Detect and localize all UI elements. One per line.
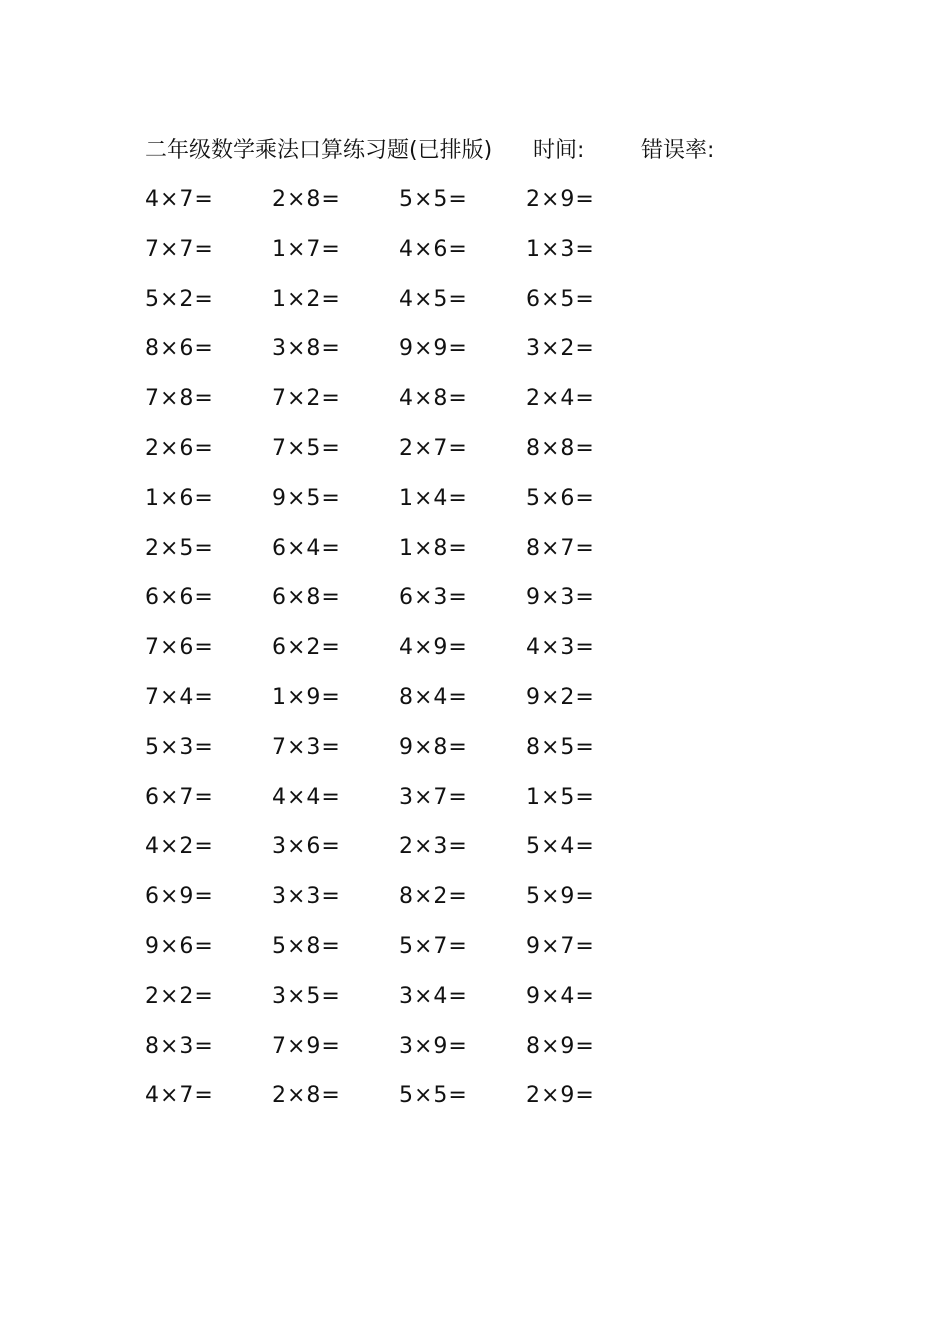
problem-cell: 5×6= bbox=[526, 485, 595, 511]
problem-cell: 7×2= bbox=[272, 386, 341, 412]
problem-cell: 4×6= bbox=[399, 236, 468, 262]
problem-cell: 9×3= bbox=[526, 585, 595, 611]
problem-row bbox=[145, 631, 665, 681]
problem-cell: 5×9= bbox=[526, 884, 595, 910]
problem-row bbox=[145, 930, 665, 980]
problem-cell: 3×4= bbox=[399, 983, 468, 1009]
problem-cell: 5×5= bbox=[399, 187, 468, 212]
problem-cell: 4×3= bbox=[526, 635, 595, 661]
problem-row bbox=[145, 1030, 665, 1080]
problem-row bbox=[145, 880, 665, 930]
problem-cell: 5×2= bbox=[145, 286, 214, 312]
problem-cell: 6×7= bbox=[145, 784, 214, 810]
problem-cell: 9×9= bbox=[399, 336, 468, 362]
problem-row bbox=[145, 731, 665, 781]
problem-cell: 8×9= bbox=[526, 1033, 595, 1059]
problem-cell: 2×9= bbox=[526, 187, 595, 212]
problem-row bbox=[145, 581, 665, 631]
error-rate-label: 错误率: bbox=[641, 138, 715, 163]
problem-cell: 8×6= bbox=[145, 336, 214, 362]
problem-cell: 1×5= bbox=[526, 784, 595, 810]
problem-cell: 3×9= bbox=[399, 1033, 468, 1059]
problem-cell: 3×3= bbox=[272, 884, 341, 910]
problem-cell: 7×9= bbox=[272, 1033, 341, 1059]
problem-cell: 9×7= bbox=[526, 933, 595, 959]
problem-cell: 6×8= bbox=[272, 585, 341, 611]
problem-grid bbox=[145, 183, 665, 1129]
problem-row bbox=[145, 1079, 665, 1129]
problem-cell: 5×7= bbox=[399, 933, 468, 959]
problem-cell: 5×8= bbox=[272, 933, 341, 959]
problem-cell: 2×3= bbox=[399, 834, 468, 860]
worksheet-header bbox=[145, 134, 785, 168]
problem-cell: 1×2= bbox=[272, 286, 341, 312]
problem-cell: 3×5= bbox=[272, 983, 341, 1009]
problem-cell: 4×9= bbox=[399, 635, 468, 661]
problem-cell: 6×4= bbox=[272, 535, 341, 561]
worksheet-title: 二年级数学乘法口算练习题(已排版) bbox=[145, 138, 493, 163]
problem-cell: 2×5= bbox=[145, 535, 214, 561]
problem-cell: 1×6= bbox=[145, 485, 214, 511]
problem-row bbox=[145, 532, 665, 582]
problem-cell: 1×4= bbox=[399, 485, 468, 511]
time-label: 时间: bbox=[533, 138, 585, 163]
problem-cell: 6×9= bbox=[145, 884, 214, 910]
problem-cell: 9×8= bbox=[399, 734, 468, 760]
problem-row bbox=[145, 432, 665, 482]
problem-cell: 3×8= bbox=[272, 336, 341, 362]
problem-cell: 1×9= bbox=[272, 684, 341, 710]
problem-cell: 4×5= bbox=[399, 286, 468, 312]
problem-cell: 8×5= bbox=[526, 734, 595, 760]
problem-row bbox=[145, 283, 665, 333]
problem-cell: 4×2= bbox=[145, 834, 214, 860]
problem-cell: 6×3= bbox=[399, 585, 468, 611]
problem-cell: 6×2= bbox=[272, 635, 341, 661]
problem-row bbox=[145, 382, 665, 432]
problem-row bbox=[145, 233, 665, 283]
problem-row bbox=[145, 332, 665, 382]
problem-cell: 1×3= bbox=[526, 236, 595, 262]
problem-cell: 2×4= bbox=[526, 386, 595, 412]
problem-cell: 8×2= bbox=[399, 884, 468, 910]
problem-cell: 8×4= bbox=[399, 684, 468, 710]
problem-cell: 7×3= bbox=[272, 734, 341, 760]
problem-cell: 3×6= bbox=[272, 834, 341, 860]
problem-cell: 2×8= bbox=[272, 187, 341, 212]
problem-cell: 2×7= bbox=[399, 435, 468, 461]
problem-cell: 4×7= bbox=[145, 187, 214, 212]
problem-cell: 4×4= bbox=[272, 784, 341, 810]
problem-row bbox=[145, 183, 665, 233]
problem-cell: 5×4= bbox=[526, 834, 595, 860]
problem-row bbox=[145, 980, 665, 1030]
problem-cell: 3×7= bbox=[399, 784, 468, 810]
problem-cell: 8×3= bbox=[145, 1033, 214, 1059]
problem-cell: 2×8= bbox=[272, 1083, 341, 1109]
problem-cell: 6×5= bbox=[526, 286, 595, 312]
problem-cell: 7×7= bbox=[145, 236, 214, 262]
problem-cell: 8×8= bbox=[526, 435, 595, 461]
problem-cell: 8×7= bbox=[526, 535, 595, 561]
problem-cell: 7×8= bbox=[145, 386, 214, 412]
problem-cell: 9×2= bbox=[526, 684, 595, 710]
problem-row bbox=[145, 482, 665, 532]
problem-cell: 5×5= bbox=[399, 1083, 468, 1109]
problem-cell: 4×8= bbox=[399, 386, 468, 412]
problem-cell: 2×9= bbox=[526, 1083, 595, 1109]
problem-cell: 9×4= bbox=[526, 983, 595, 1009]
problem-cell: 5×3= bbox=[145, 734, 214, 760]
problem-row bbox=[145, 830, 665, 880]
problem-row bbox=[145, 681, 665, 731]
problem-cell: 2×6= bbox=[145, 435, 214, 461]
problem-cell: 1×8= bbox=[399, 535, 468, 561]
problem-cell: 9×5= bbox=[272, 485, 341, 511]
problem-row bbox=[145, 781, 665, 831]
problem-cell: 2×2= bbox=[145, 983, 214, 1009]
problem-cell: 7×5= bbox=[272, 435, 341, 461]
problem-cell: 4×7= bbox=[145, 1083, 214, 1109]
problem-cell: 9×6= bbox=[145, 933, 214, 959]
problem-cell: 1×7= bbox=[272, 236, 341, 262]
problem-cell: 7×4= bbox=[145, 684, 214, 710]
problem-cell: 6×6= bbox=[145, 585, 214, 611]
problem-cell: 3×2= bbox=[526, 336, 595, 362]
problem-cell: 7×6= bbox=[145, 635, 214, 661]
